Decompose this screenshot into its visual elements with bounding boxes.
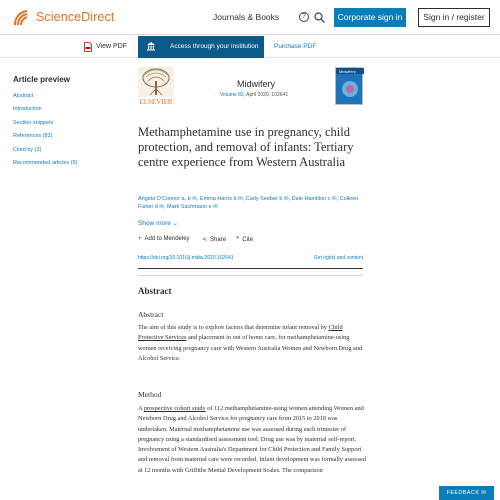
cite-label: Cite — [242, 237, 253, 243]
journals-books-link[interactable]: Journals & Books — [213, 12, 280, 22]
purchase-pdf-link[interactable]: Purchase PDF — [274, 43, 317, 50]
abstract-subheading: Abstract — [138, 310, 164, 319]
top-header — [0, 0, 500, 35]
signin-register-button[interactable]: Sign in / register — [418, 8, 490, 27]
help-icon[interactable]: ? — [299, 12, 309, 22]
sidebar-item-section-snippets[interactable]: Section snippets — [13, 119, 54, 126]
show-more-label: Show more — [138, 220, 171, 227]
abstract-text-start: The aim of this study is to explore factors that determine infant removal by — [138, 324, 329, 331]
institution-icon — [146, 41, 156, 51]
share-button[interactable] — [202, 236, 226, 243]
journal-cover-title: Midwifery — [339, 69, 356, 74]
method-paragraph — [138, 404, 366, 476]
author-list[interactable]: Angela O'Connor a, b ✉, Emma Harris b ✉, Carly Seeber b ✉, Dale Hamilton c ✉, Colleen Fisher d ✉, Mark Sachmann e ✉ — [138, 196, 359, 210]
journal-date-article: , April 2020, 102641 — [243, 92, 289, 98]
sidebar-outline — [13, 93, 78, 173]
abstract-heading: Abstract — [138, 286, 172, 296]
brand-name[interactable]: ScienceDirect — [36, 10, 115, 24]
elsevier-wordmark: ELSEVIER — [139, 98, 173, 105]
sciencedirect-logo-icon[interactable] — [12, 9, 30, 27]
journal-cover-art — [336, 68, 364, 106]
journal-name[interactable]: Midwifery — [237, 79, 276, 89]
quote-icon: ❞ — [236, 237, 240, 243]
method-text-start: A — [138, 405, 144, 412]
journal-volume-link[interactable]: Volume 83 — [220, 92, 244, 98]
sidebar-item-cited-by[interactable]: Cited by (3) — [13, 146, 42, 153]
method-text-end: of 112 methamphetamine-using women attending Women and Newborn Drug and Alcohol Service for pregnancy care from 2015 to 2018 was undertaken. Maternal methamphetamine use was assessed during each trimester of pregnancy using a standardised assessment tool. Drug use was by maternal self-report. Involvement of Western Australia's Department for Child Protection and Family Support and removal from maternal care were recorded. Infant development was formally assessed at 12 months with Griffiths Mental Development Scales. The comparison — [138, 405, 366, 474]
abstract-paragraph — [138, 323, 366, 364]
section-divider — [138, 275, 363, 276]
feedback-button[interactable]: FEEDBACK ✉ — [439, 486, 494, 500]
journal-cover[interactable] — [335, 67, 363, 105]
sidebar-title: Article preview — [13, 75, 70, 84]
article-toolbar — [0, 36, 500, 58]
search-icon[interactable] — [314, 12, 325, 23]
chevron-down-icon: ⌄ — [172, 220, 179, 227]
rights-link[interactable]: Get rights and content — [313, 255, 363, 261]
sidebar-item-introduction[interactable]: Introduction — [13, 106, 42, 113]
prospective-cohort-study-link[interactable]: prospective cohort study — [143, 405, 206, 412]
sidebar-item-recommended[interactable]: Recommended articles (6) — [13, 159, 78, 166]
access-institution-label[interactable]: Access through your institution — [170, 43, 259, 50]
doi-link[interactable]: https://doi.org/10.1016/j.midw.2020.102641 — [138, 255, 234, 261]
add-mendeley-label: Add to Mendeley — [144, 236, 190, 242]
add-mendeley-button[interactable] — [138, 236, 190, 242]
elsevier-logo[interactable] — [138, 67, 174, 105]
journal-volume-line — [220, 92, 288, 98]
method-subheading: Method — [138, 390, 162, 399]
doi-row — [138, 253, 363, 269]
cite-button[interactable] — [236, 236, 253, 243]
sidebar-item-references[interactable]: References (83) — [13, 133, 53, 140]
article-title: Methamphetamine use in pregnancy, child protection, and removal of infants: Tertiary centre experience from Western Australia — [138, 125, 354, 169]
pdf-icon[interactable] — [84, 42, 92, 52]
abstract-text-end: and placement in out of home care, for methamphetamine-using women receiving pregnancy care with Western Australia Women and Newborn Drug and Alcohol Service. — [138, 334, 363, 362]
plus-icon: + — [138, 236, 142, 242]
share-label: Share — [210, 237, 227, 243]
child-protective-services-link[interactable]: Child Protective Services — [138, 324, 343, 342]
view-pdf-button[interactable]: View PDF — [96, 43, 127, 50]
sidebar-item-abstract[interactable]: Abstract — [13, 93, 34, 99]
corporate-signin-button[interactable]: Corporate sign in — [334, 8, 406, 27]
show-more-button[interactable] — [138, 219, 178, 227]
share-icon: ⋖ — [202, 237, 208, 243]
